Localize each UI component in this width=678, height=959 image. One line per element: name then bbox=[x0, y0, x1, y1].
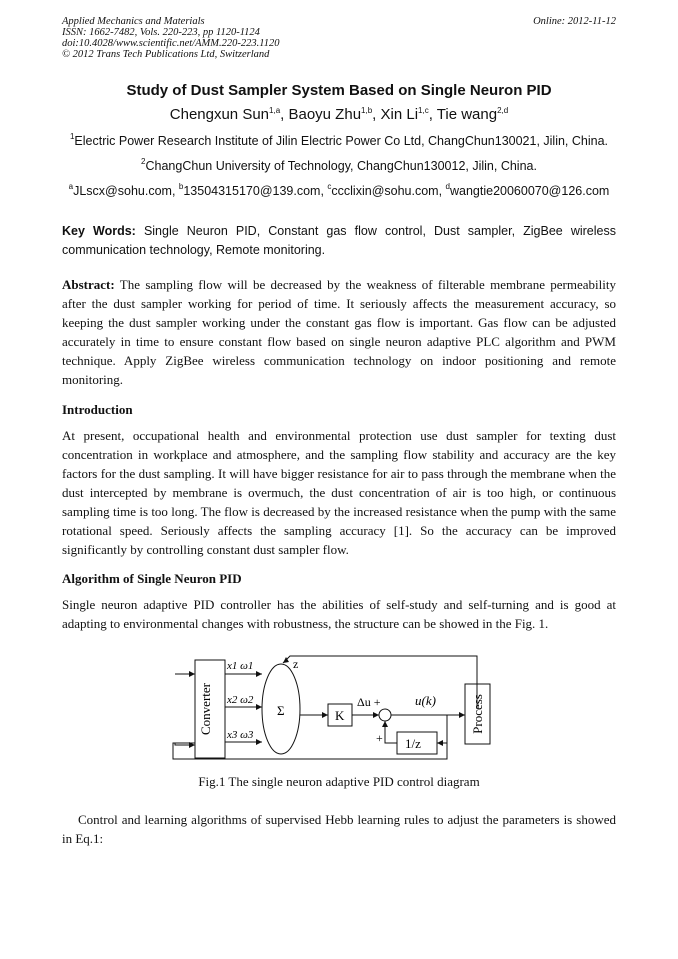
issn-line: ISSN: 1662-7482, Vols. 220-223, pp 1120-1124 bbox=[62, 27, 260, 38]
delta-u-label: Δu + bbox=[357, 695, 381, 709]
author-name: Baoyu Zhu bbox=[288, 106, 362, 123]
keywords-text: Single Neuron PID, Constant gas flow control, Dust sampler, ZigBee wireless communication technology, Remote monitoring. bbox=[62, 224, 616, 257]
x1-label: x1 ω1 bbox=[227, 660, 254, 672]
uk-label: u(k) bbox=[415, 693, 436, 708]
x3-arrow bbox=[256, 739, 262, 745]
keywords bbox=[62, 222, 616, 260]
email-address: ccclixin@sohu.com, bbox=[331, 184, 446, 198]
author-list: Chengxun Sun$^{1,a}$, Baoyu Zhu$^{1,b}$, Xin Li$^{1,c}$, Tie wang$^{2,d}$ bbox=[169, 106, 509, 123]
affiliation-1 bbox=[62, 134, 616, 148]
email-sup: b bbox=[178, 182, 184, 191]
sum-junction bbox=[379, 709, 391, 721]
x2-arrow bbox=[256, 704, 262, 710]
journal-name: Applied Mechanics and Materials bbox=[62, 16, 205, 27]
email-address: 13504315170@139.com, bbox=[183, 184, 328, 198]
affiliation-sup: 2 bbox=[141, 157, 146, 166]
delay-label: 1/z bbox=[405, 736, 421, 751]
converter-label: Converter bbox=[198, 683, 213, 735]
input-arrow bbox=[189, 671, 195, 677]
doi-line: doi:10.4028/www.scientific.net/AMM.220-223.1120 bbox=[62, 38, 280, 49]
delay-input-line bbox=[437, 715, 447, 743]
author-sup: 1,a bbox=[269, 106, 281, 115]
author-name: Chengxun Sun bbox=[169, 106, 270, 123]
copyright-line: © 2012 Trans Tech Publications Ltd, Switzerland bbox=[62, 49, 270, 60]
k-arrow bbox=[322, 712, 328, 718]
affiliation-text: ChangChun University of Technology, ChangChun130012, Jilin, China. bbox=[145, 159, 537, 173]
journal-header bbox=[62, 16, 616, 60]
introduction-heading: Introduction bbox=[62, 402, 133, 417]
email-sup: a bbox=[68, 182, 74, 191]
affiliation-2 bbox=[62, 159, 616, 173]
delay-feedback-arrow bbox=[382, 721, 388, 727]
figure-caption: Fig.1 The single neuron adaptive PID control diagram bbox=[198, 774, 480, 789]
abstract bbox=[62, 275, 616, 389]
k-label: K bbox=[335, 708, 345, 723]
sum-arrow bbox=[373, 712, 379, 718]
affiliation-text: Electric Power Research Institute of Jilin Electric Power Co Ltd, ChangChun130021, Jilin, China. bbox=[74, 134, 609, 148]
author-sup: 1,b bbox=[361, 106, 373, 115]
email-sup: d bbox=[445, 182, 450, 191]
author-name: Xin Li bbox=[380, 106, 419, 123]
process-arrow bbox=[459, 712, 465, 718]
delay-arrow bbox=[437, 740, 443, 746]
z-label: z bbox=[293, 657, 299, 671]
email-sup: c bbox=[327, 182, 332, 191]
sigma-label: Σ bbox=[277, 703, 285, 718]
abstract-label: Abstract: bbox=[62, 277, 115, 292]
algorithm-heading: Algorithm of Single Neuron PID bbox=[62, 571, 242, 586]
author-sup: 1,c bbox=[418, 106, 429, 115]
x2-label: x2 ω2 bbox=[227, 694, 254, 706]
x1-arrow bbox=[256, 671, 262, 677]
pid-control-diagram bbox=[165, 654, 495, 776]
x3-label: x3 ω3 bbox=[227, 729, 254, 741]
plus-label: + bbox=[376, 731, 383, 745]
author-name: Tie wang bbox=[436, 106, 498, 123]
algorithm-text: Single neuron adaptive PID controller has the abilities of self-study and self-turning and is good at adapting to environmental changes with robustness, the structure can be showed in the Fig. 1. bbox=[62, 597, 616, 631]
online-date: Online: 2012-11-12 bbox=[533, 16, 616, 27]
delay-output-line bbox=[385, 721, 397, 743]
process-label: Process bbox=[470, 694, 485, 734]
email-list bbox=[62, 184, 616, 198]
abstract-text: The sampling flow will be decreased by the weakness of filterable membrane permeability after the dust sampler working for period of time. It seriously affects the measurement accuracy, so keeping the dust sampler working under the constant gas flow is important. Gas flow can be adjusted accurately in time to ensure constant flow based on single neuron adaptive PLC algorithm and PWM technique. Apply ZigBee wireless communication technology on indoor positioning and remote monitoring. bbox=[62, 277, 616, 387]
email-address: wangtie20060070@126.com bbox=[449, 184, 610, 198]
author-sup: 2,d bbox=[497, 106, 509, 115]
paper-title: Study of Dust Sampler System Based on Single Neuron PID bbox=[126, 82, 552, 99]
closing-paragraph: Control and learning algorithms of supervised Hebb learning rules to adjust the parameters is showed in Eq.1: bbox=[62, 812, 616, 846]
affiliation-sup: 1 bbox=[69, 132, 75, 141]
keywords-label: Key Words: bbox=[62, 224, 136, 238]
email-address: JLscx@sohu.com, bbox=[73, 184, 179, 198]
introduction-text: At present, occupational health and environmental protection use dust sampler for texting dust concentration in workplace and atmosphere, and the sampling flow stability and accuracy are the key factors for the dust sampling. It will have bigger resistance for air to pass through the membrane when the dust intercepted by membrane is overmuch, the dust concentration of air is too high, or continuous sampling time is too long. The flow is decreased by the increased resistance when the pump with the same rotational speed. Seriously affects the sampling accuracy [1]. So the accuracy can be improved significantly by controlling constant dust sampler flow. bbox=[62, 428, 616, 557]
